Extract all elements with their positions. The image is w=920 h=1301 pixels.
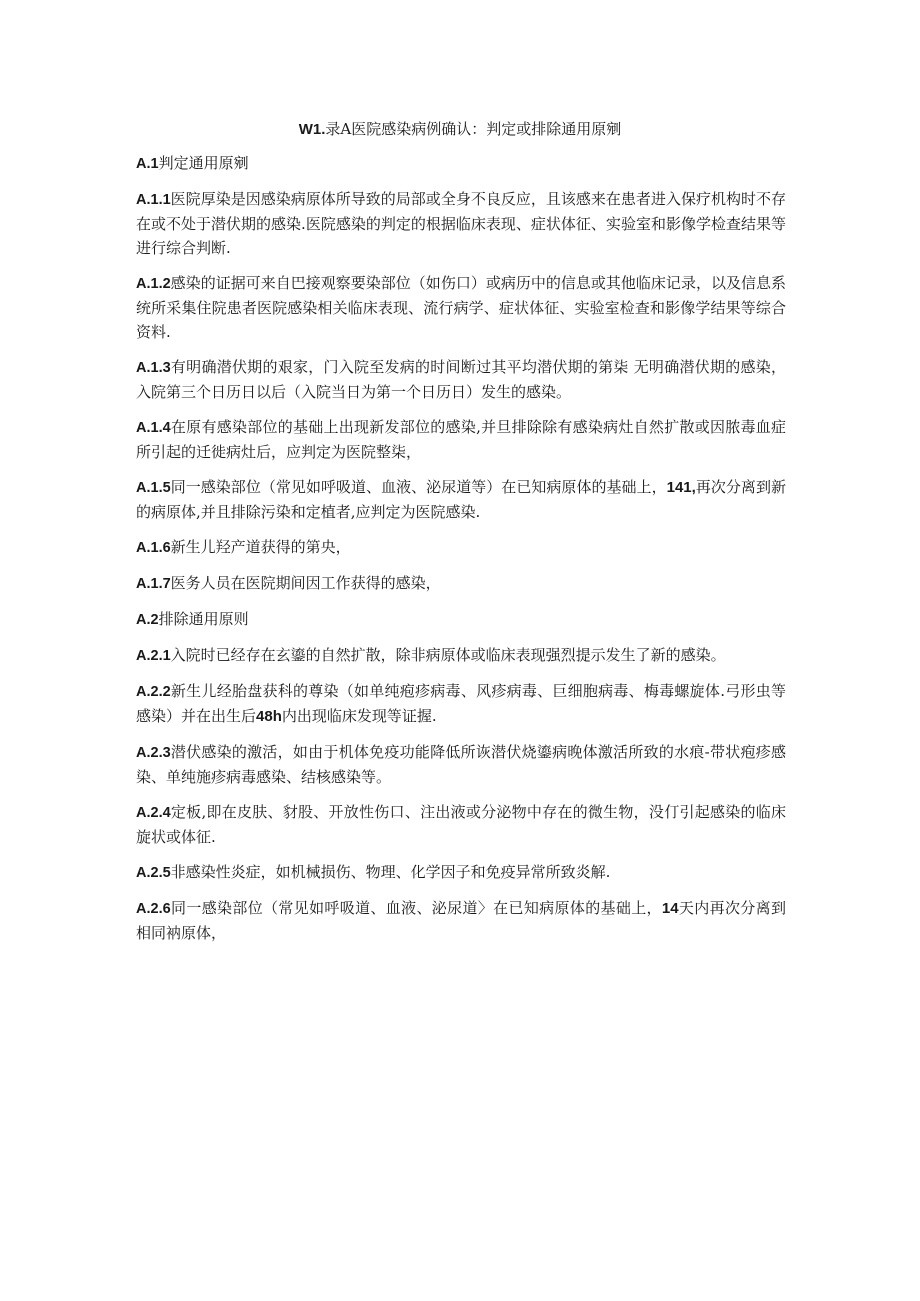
clause-bold-value: 141, [666,479,696,496]
clause-number: A.2.3 [136,745,171,761]
clause-number: A.1.2 [136,276,171,292]
clause-text: 定板,即在皮肤、豺股、开放性伤口、注出液或分泌物中存在的微生物，没仃引起感染的临床旋状或体征. [136,803,786,846]
clause-number: A.1.7 [136,576,171,592]
section-heading-a1 [136,151,786,176]
clause-number: A.1 [136,156,159,172]
clause-a1-3 [136,355,786,404]
clause-number: A.1.1 [136,192,171,208]
section-heading-a2 [136,607,786,632]
clause-text-after: 内出现临床发现等证握. [281,707,437,725]
clause-number: A.1.5 [136,480,171,496]
clause-a1-6 [136,535,786,560]
clause-text-before: 新生儿经胎盘获科的尊染（如单纯疱疹病毒、风疹病毒、巨细胞病毒、梅毒螺旋体.弓形虫等感染）并在出生后 [136,682,786,725]
clause-text: 有明确潜伏期的艰家，门入院至发病的时间断过其平均潜伏期的第柒 无明确潜伏期的感染，入院第三个日历日以后（入院当日为第一个日历日）发生的感染。 [136,358,786,401]
clause-number: A.2.1 [136,648,171,664]
clause-a2-5 [136,860,786,885]
clause-number: A.2.6 [136,901,171,917]
clause-text-before: 同一感染部位（常见如呼吸道、血液、泌尿道〉在已知病原体的基础上， [170,899,662,917]
clause-bold-value: 48h [256,708,282,725]
clause-text-after: 再次分离到新的病原体,并且排除污染和定植者,应判定为医院感染. [136,478,786,521]
clause-text: 判定通用原剜 [158,154,249,172]
clause-a2-3 [136,740,786,789]
clause-number: A.2.5 [136,865,171,881]
clause-text-after: 天内再次分离到相同衲原体， [136,899,786,942]
clause-text-before: 同一感染部位（常见如呼吸道、血液、泌尿道等）在已知病原体的基础上， [170,478,667,496]
clause-a2-4 [136,800,786,849]
clause-text: 排除通用原则 [158,610,249,628]
clause-text: 医务人员在医院期间因工作获得的感染， [170,574,441,592]
clause-a2-1 [136,643,786,668]
clause-text: 新生儿羟产道获得的第央， [170,538,351,556]
title-text: 录A医院感染病例确认：判定或排除通用原剜 [325,120,622,138]
clause-number: A.2 [136,612,159,628]
clause-text: 在原有感染部位的基础上出现新发部位的感染,并旦排除除有感染病灶自然扩散或因脓毒血症所引起的迁徙病灶后，应判定为医院整柒， [136,418,786,461]
document-body [136,151,786,956]
clause-a1-2 [136,271,786,344]
clause-text: 潜伏感染的激活，如由于机体免疫功能降低所诙潜伏烧鎏病晚体激活所致的水痕-带状疱疹感染、单纯施疹病毒感染、结核感染等。 [136,743,786,786]
clause-text: 非感染性炎症，如机械损伤、物理、化学因子和免疫异常所致炎解. [170,863,611,881]
clause-text: 医院厚染是因感染病原体所导致的局部或全身不良反应，且该感来在患者进入保疗机构时不存在或不处于潜伏期的感染.医院感染的判定的根据临床表现、症状体征、实验室和影像学检查结果等进行综合判断. [136,190,786,257]
clause-number: A.2.2 [136,684,171,700]
clause-a1-4 [136,415,786,464]
document-title [136,118,784,141]
clause-bold-value: 14 [661,900,679,917]
clause-text: 入院时已经存在玄鎏的自然扩散，除非病原体或临床表现强烈提示发生了新的感染。 [170,646,726,664]
clause-number: A.2.4 [136,805,171,821]
clause-a1-7 [136,571,786,596]
clause-a2-2 [136,679,786,729]
clause-a1-5 [136,475,786,524]
clause-a2-6 [136,896,786,945]
clause-a1-1 [136,187,786,260]
clause-number: A.1.3 [136,360,171,376]
title-prefix: W1. [298,121,326,138]
clause-number: A.1.4 [136,420,171,436]
clause-number: A.1.6 [136,540,171,556]
clause-text: 感染的证据可来自巴接观察要染部位（如伤口）或病历中的信息或其他临床记录，以及信息系统所采集住院患者医院感染相关临床表现、流行病学、症状体征、实验室检查和影像学结果等综合资料. [136,274,786,341]
